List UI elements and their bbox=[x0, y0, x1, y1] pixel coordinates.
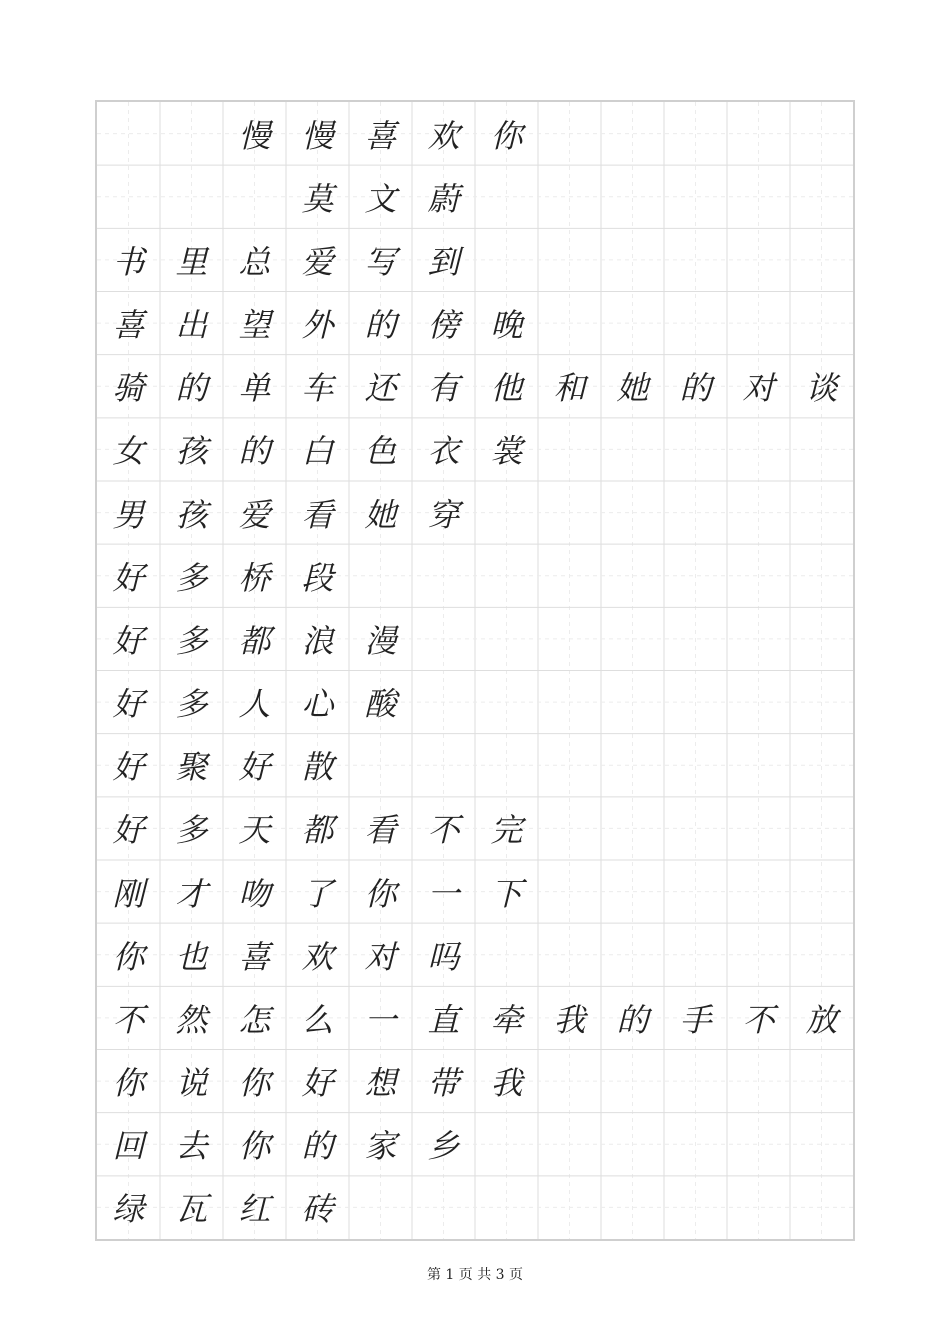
grid-cell bbox=[790, 418, 853, 481]
grid-row bbox=[97, 355, 857, 418]
grid-cell: 裳 bbox=[490, 432, 523, 471]
grid-cell: 白 bbox=[301, 432, 334, 471]
grid-cell: 好 bbox=[301, 1064, 334, 1103]
grid-cell bbox=[538, 923, 601, 986]
grid-cell bbox=[601, 228, 664, 291]
grid-cell: 好 bbox=[238, 748, 271, 787]
grid-cell: 好 bbox=[112, 748, 145, 787]
grid-cell bbox=[412, 1176, 475, 1239]
grid-cell bbox=[601, 165, 664, 228]
grid-cell bbox=[601, 1176, 664, 1239]
grid-cell bbox=[601, 671, 664, 734]
grid-cell bbox=[664, 544, 727, 607]
grid-cell: 人 bbox=[238, 685, 271, 724]
grid-cell: 你 bbox=[490, 116, 523, 155]
grid-cell: 对 bbox=[364, 937, 397, 976]
grid-cell bbox=[601, 1050, 664, 1113]
grid-row bbox=[97, 481, 857, 544]
grid-cell: 喜 bbox=[238, 937, 271, 976]
grid-cell bbox=[412, 607, 475, 670]
grid-cell: 砖 bbox=[301, 1190, 334, 1229]
grid-cell: 你 bbox=[364, 874, 397, 913]
grid-cell: 傍 bbox=[427, 306, 460, 345]
grid-cell: 你 bbox=[238, 1127, 271, 1166]
grid-cell: 牵 bbox=[490, 1000, 523, 1039]
grid-cell: 好 bbox=[112, 558, 145, 597]
grid-cell: 爱 bbox=[238, 495, 271, 534]
grid-cell: 才 bbox=[175, 874, 208, 913]
grid-cell bbox=[412, 671, 475, 734]
grid-cell: 天 bbox=[238, 811, 271, 850]
grid-cell: 衣 bbox=[427, 432, 460, 471]
grid-cell: 孩 bbox=[175, 432, 208, 471]
grid-cell bbox=[790, 1176, 853, 1239]
grid-cell bbox=[538, 1176, 601, 1239]
grid-cell: 都 bbox=[238, 621, 271, 660]
grid-cell bbox=[664, 228, 727, 291]
grid-cell: 车 bbox=[301, 369, 334, 408]
grid-row bbox=[97, 165, 857, 228]
grid-row bbox=[97, 418, 857, 481]
grid-cell: 多 bbox=[175, 621, 208, 660]
grid-cell: 的 bbox=[364, 306, 397, 345]
grid-cell bbox=[727, 734, 790, 797]
grid-cell bbox=[475, 1113, 538, 1176]
grid-cell: 你 bbox=[238, 1064, 271, 1103]
grid-row bbox=[97, 292, 857, 355]
grid-cell: 她 bbox=[616, 369, 649, 408]
grid-cell: 然 bbox=[175, 1000, 208, 1039]
grid-cell: 外 bbox=[301, 306, 334, 345]
grid-cell: 喜 bbox=[364, 116, 397, 155]
grid-cell: 孩 bbox=[175, 495, 208, 534]
grid-row bbox=[97, 734, 857, 797]
grid-cell bbox=[538, 544, 601, 607]
grid-cell: 晚 bbox=[490, 306, 523, 345]
grid-cell bbox=[160, 165, 223, 228]
grid-cell: 慢 bbox=[301, 116, 334, 155]
grid-cell bbox=[664, 1176, 727, 1239]
grid-cell: 单 bbox=[238, 369, 271, 408]
grid-cell: 蔚 bbox=[427, 179, 460, 218]
grid-cell: 桥 bbox=[238, 558, 271, 597]
grid-row bbox=[97, 671, 857, 734]
grid-cell bbox=[727, 1176, 790, 1239]
grid-cell bbox=[664, 165, 727, 228]
grid-cell: 不 bbox=[427, 811, 460, 850]
grid-cell bbox=[601, 481, 664, 544]
grid-cell: 吻 bbox=[238, 874, 271, 913]
grid-cell: 好 bbox=[112, 621, 145, 660]
grid-cell bbox=[538, 1113, 601, 1176]
grid-cell bbox=[727, 102, 790, 165]
grid-cell: 的 bbox=[616, 1000, 649, 1039]
grid-cell bbox=[664, 418, 727, 481]
grid-row bbox=[97, 1176, 857, 1239]
grid-cell bbox=[790, 544, 853, 607]
grid-cell bbox=[475, 228, 538, 291]
grid-cell bbox=[538, 1050, 601, 1113]
grid-cell bbox=[601, 544, 664, 607]
grid-cell: 酸 bbox=[364, 685, 397, 724]
grid-cell: 完 bbox=[490, 811, 523, 850]
grid-cell bbox=[790, 228, 853, 291]
grid-cell bbox=[664, 671, 727, 734]
grid-cell: 里 bbox=[175, 242, 208, 281]
grid-cell: 的 bbox=[301, 1127, 334, 1166]
grid-cell bbox=[349, 1176, 412, 1239]
grid-cell: 多 bbox=[175, 685, 208, 724]
grid-cell bbox=[538, 228, 601, 291]
grid-cell: 带 bbox=[427, 1064, 460, 1103]
grid-cell bbox=[475, 481, 538, 544]
grid-cell: 多 bbox=[175, 811, 208, 850]
grid-cell bbox=[601, 1113, 664, 1176]
grid-cell: 书 bbox=[112, 242, 145, 281]
grid-cell bbox=[538, 607, 601, 670]
grid-cell: 对 bbox=[742, 369, 775, 408]
grid-cell: 想 bbox=[364, 1064, 397, 1103]
grid-cell: 男 bbox=[112, 495, 145, 534]
grid-cell bbox=[727, 797, 790, 860]
grid-row bbox=[97, 1050, 857, 1113]
grid-row bbox=[97, 228, 857, 291]
grid-cell bbox=[664, 1050, 727, 1113]
grid-cell bbox=[601, 797, 664, 860]
grid-cell: 和 bbox=[553, 369, 586, 408]
grid-cell: 多 bbox=[175, 558, 208, 597]
grid-cell: 我 bbox=[490, 1064, 523, 1103]
grid-cell bbox=[601, 292, 664, 355]
grid-cell bbox=[727, 671, 790, 734]
grid-cell bbox=[475, 1176, 538, 1239]
grid-row bbox=[97, 860, 857, 923]
grid-cell: 总 bbox=[238, 242, 271, 281]
grid-cell: 不 bbox=[742, 1000, 775, 1039]
grid-cell bbox=[790, 923, 853, 986]
grid-cell: 他 bbox=[490, 369, 523, 408]
grid-cell bbox=[97, 165, 160, 228]
grid-cell bbox=[727, 481, 790, 544]
grid-cell bbox=[790, 1113, 853, 1176]
grid-cell bbox=[538, 418, 601, 481]
grid-cell bbox=[790, 1050, 853, 1113]
grid-cell bbox=[160, 102, 223, 165]
grid-cell bbox=[727, 165, 790, 228]
grid-cell: 放 bbox=[805, 1000, 838, 1039]
grid-cell: 回 bbox=[112, 1127, 145, 1166]
grid-cell: 下 bbox=[490, 874, 523, 913]
grid-cell: 乡 bbox=[427, 1127, 460, 1166]
grid-cell bbox=[790, 292, 853, 355]
grid-cell: 爱 bbox=[301, 242, 334, 281]
grid-cell bbox=[664, 860, 727, 923]
grid-row bbox=[97, 797, 857, 860]
grid-cell: 写 bbox=[364, 242, 397, 281]
grid-cell: 望 bbox=[238, 306, 271, 345]
grid-cell bbox=[727, 1050, 790, 1113]
grid-cell: 还 bbox=[364, 369, 397, 408]
grid-row bbox=[97, 986, 857, 1049]
grid-cell: 谈 bbox=[805, 369, 838, 408]
grid-cell: 去 bbox=[175, 1127, 208, 1166]
grid-cell: 她 bbox=[364, 495, 397, 534]
grid-cell bbox=[790, 481, 853, 544]
grid-cell: 欢 bbox=[427, 116, 460, 155]
grid-cell bbox=[664, 102, 727, 165]
grid-cell bbox=[727, 923, 790, 986]
grid-cell bbox=[727, 1113, 790, 1176]
grid-cell bbox=[727, 544, 790, 607]
grid-cell bbox=[223, 165, 286, 228]
practice-sheet bbox=[95, 100, 855, 1241]
grid-cell bbox=[727, 292, 790, 355]
grid-cell bbox=[601, 734, 664, 797]
grid-row bbox=[97, 607, 857, 670]
grid-cell bbox=[475, 923, 538, 986]
grid-cell: 心 bbox=[301, 685, 334, 724]
grid-row bbox=[97, 544, 857, 607]
grid-cell: 看 bbox=[301, 495, 334, 534]
grid-cell: 你 bbox=[112, 1064, 145, 1103]
grid-cell: 一 bbox=[427, 874, 460, 913]
grid-cell: 好 bbox=[112, 811, 145, 850]
grid-cell bbox=[538, 860, 601, 923]
grid-cell: 么 bbox=[301, 1000, 334, 1039]
grid-cell bbox=[664, 734, 727, 797]
grid-cell bbox=[412, 734, 475, 797]
grid-cell bbox=[538, 292, 601, 355]
grid-cell bbox=[538, 102, 601, 165]
grid-cell bbox=[538, 734, 601, 797]
grid-cell bbox=[790, 734, 853, 797]
grid-cell bbox=[790, 860, 853, 923]
grid-cell: 也 bbox=[175, 937, 208, 976]
grid-cell bbox=[790, 165, 853, 228]
grid-cell: 瓦 bbox=[175, 1190, 208, 1229]
grid-cell bbox=[664, 607, 727, 670]
grid-cell: 女 bbox=[112, 432, 145, 471]
grid-cell bbox=[475, 607, 538, 670]
grid-cell: 我 bbox=[553, 1000, 586, 1039]
grid-cell: 你 bbox=[112, 937, 145, 976]
grid-cell bbox=[664, 1113, 727, 1176]
grid-cell: 浪 bbox=[301, 621, 334, 660]
grid-cell: 散 bbox=[301, 748, 334, 787]
grid-cell bbox=[664, 797, 727, 860]
grid-cell: 了 bbox=[301, 874, 334, 913]
grid-cell bbox=[790, 102, 853, 165]
grid-row bbox=[97, 923, 857, 986]
grid-cell: 莫 bbox=[301, 179, 334, 218]
grid-cell: 漫 bbox=[364, 621, 397, 660]
grid-cell bbox=[97, 102, 160, 165]
grid-cell bbox=[538, 165, 601, 228]
grid-cell bbox=[727, 860, 790, 923]
grid-cell bbox=[727, 228, 790, 291]
grid-cell bbox=[601, 923, 664, 986]
grid-cell: 好 bbox=[112, 685, 145, 724]
page-footer: 第 1 页 共 3 页 bbox=[426, 1267, 524, 1283]
grid-cell bbox=[475, 165, 538, 228]
grid-cell: 欢 bbox=[301, 937, 334, 976]
grid-cell: 说 bbox=[175, 1064, 208, 1103]
grid-cell bbox=[538, 671, 601, 734]
grid-cell bbox=[475, 544, 538, 607]
grid-cell: 段 bbox=[301, 558, 334, 597]
grid-cell bbox=[538, 797, 601, 860]
grid-cell bbox=[790, 607, 853, 670]
grid-cell: 绿 bbox=[112, 1190, 145, 1229]
grid-cell: 刚 bbox=[112, 874, 145, 913]
grid-cell: 的 bbox=[175, 369, 208, 408]
grid-cell bbox=[349, 544, 412, 607]
grid-cell: 穿 bbox=[427, 495, 460, 534]
grid-cell bbox=[475, 671, 538, 734]
grid-cell: 到 bbox=[427, 242, 460, 281]
grid-cell: 一 bbox=[364, 1000, 397, 1039]
grid-cell: 看 bbox=[364, 811, 397, 850]
grid-cell: 手 bbox=[679, 1000, 712, 1039]
grid-cell bbox=[349, 734, 412, 797]
grid-cell: 喜 bbox=[112, 306, 145, 345]
grid-cell bbox=[412, 544, 475, 607]
grid-cell bbox=[727, 607, 790, 670]
grid-cell: 不 bbox=[112, 1000, 145, 1039]
grid-cell bbox=[790, 797, 853, 860]
grid-cell: 聚 bbox=[175, 748, 208, 787]
grid-cell: 红 bbox=[238, 1190, 271, 1229]
grid-cell bbox=[601, 607, 664, 670]
grid-cell: 怎 bbox=[238, 1000, 271, 1039]
grid-cell bbox=[664, 481, 727, 544]
grid-cell bbox=[790, 671, 853, 734]
grid-cell bbox=[475, 734, 538, 797]
grid-cell: 都 bbox=[301, 811, 334, 850]
grid-cell: 家 bbox=[364, 1127, 397, 1166]
grid-cell: 骑 bbox=[112, 369, 145, 408]
grid-cell: 的 bbox=[238, 432, 271, 471]
grid-cell bbox=[727, 418, 790, 481]
grid-cell: 慢 bbox=[238, 116, 271, 155]
grid-cell bbox=[601, 102, 664, 165]
grid-cell bbox=[601, 860, 664, 923]
grid-cell: 直 bbox=[427, 1000, 460, 1039]
grid-cell: 的 bbox=[679, 369, 712, 408]
grid-cell: 吗 bbox=[427, 937, 460, 976]
grid-cell bbox=[601, 418, 664, 481]
grid-cell: 色 bbox=[364, 432, 397, 471]
grid-cell: 文 bbox=[364, 179, 397, 218]
grid-cell bbox=[664, 292, 727, 355]
grid-cell: 有 bbox=[427, 369, 460, 408]
grid-cell: 出 bbox=[175, 306, 208, 345]
grid-row bbox=[97, 1113, 857, 1176]
grid-cell bbox=[664, 923, 727, 986]
grid-cell bbox=[538, 481, 601, 544]
grid-row bbox=[97, 102, 857, 165]
